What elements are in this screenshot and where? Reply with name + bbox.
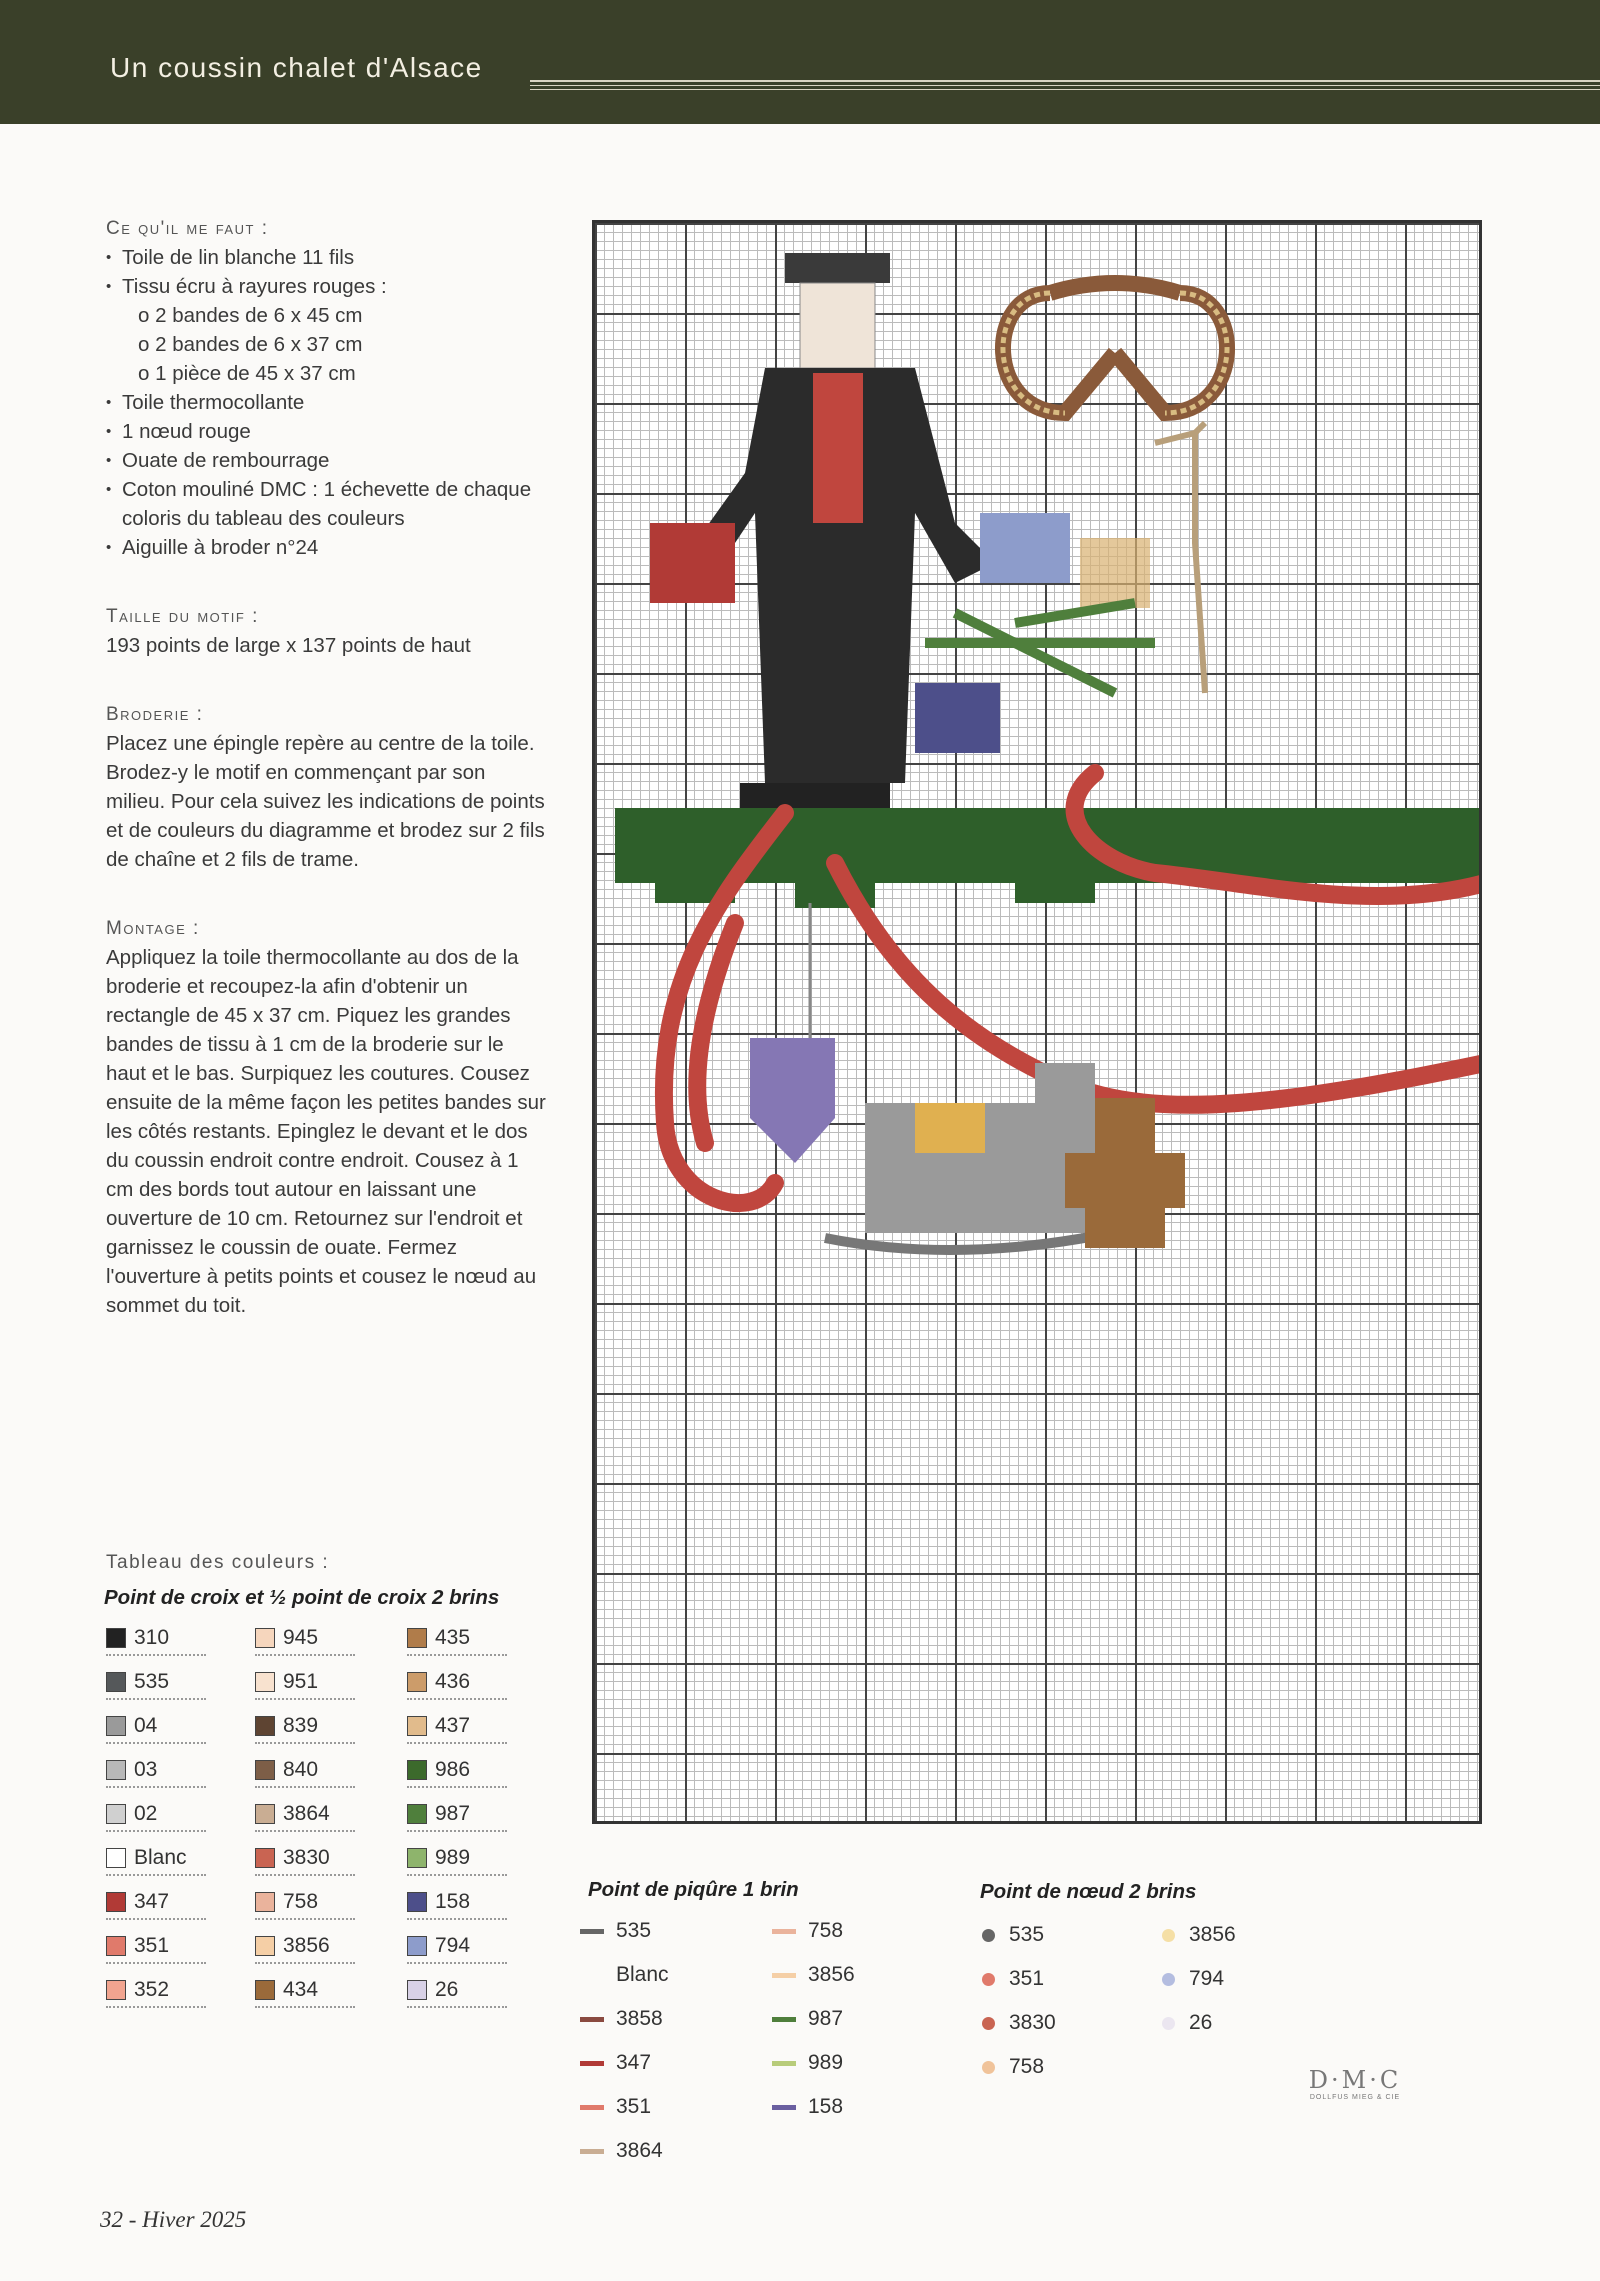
color-code: 435 <box>435 1626 471 1649</box>
backstitch-entry <box>772 2004 843 2034</box>
size-text: 193 points de large x 137 points de haut <box>106 634 471 657</box>
thread-code: 351 <box>616 2095 652 2118</box>
knot-heading: Point de nœud 2 brins <box>980 1880 1197 1903</box>
materials-list <box>106 243 546 562</box>
backstitch-entry <box>580 1960 669 1990</box>
color-swatch <box>407 1628 427 1648</box>
thread-line <box>580 2061 604 2066</box>
color-code: 3830 <box>283 1846 330 1869</box>
thread-line <box>580 2017 604 2022</box>
color-code: 840 <box>283 1758 319 1781</box>
thread-code: 3858 <box>616 2007 663 2030</box>
legend-entry <box>106 1623 206 1653</box>
legend-entry <box>407 1711 507 1741</box>
list-item: • Toile de lin blanche 11 fils <box>106 243 546 272</box>
thread-code: 989 <box>808 2051 844 2074</box>
legend-entry <box>255 1931 355 1961</box>
legend-entry <box>106 1799 206 1829</box>
color-code: 987 <box>435 1802 471 1825</box>
color-swatch <box>255 1716 275 1736</box>
color-code: 03 <box>134 1758 158 1781</box>
knot-code: 535 <box>1009 1923 1045 1946</box>
header-rule <box>530 85 1600 86</box>
color-swatch <box>255 1848 275 1868</box>
thread-code: 158 <box>808 2095 844 2118</box>
color-swatch <box>255 1760 275 1780</box>
thread-line <box>772 2105 796 2110</box>
legend-entry <box>106 1975 206 2005</box>
color-code: 158 <box>435 1890 471 1913</box>
embroidery-text: Placez une épingle repère au centre de la toile. Brodez-y le motif en commençant par son milieu. Pour cela suivez les indications de points et de couleurs du diagramme et brodez sur 2 fils de chaîne et 2 fils de trame. <box>106 732 545 871</box>
pretzel-motif <box>1003 283 1227 413</box>
list-item: • Aiguille à broder n°24 <box>106 533 546 562</box>
legend-entry <box>407 1623 507 1653</box>
thread-line <box>772 1929 796 1934</box>
thread-line <box>772 2017 796 2022</box>
backstitch-entry <box>772 2092 843 2122</box>
backstitch-entry <box>580 1916 651 1946</box>
thread-line <box>580 1929 604 1934</box>
color-swatch <box>407 1848 427 1868</box>
knot-entry <box>1162 2008 1212 2038</box>
color-code: 951 <box>283 1670 319 1693</box>
color-code: 347 <box>134 1890 170 1913</box>
color-code: 839 <box>283 1714 319 1737</box>
knot-entry <box>1162 1964 1224 1994</box>
ladder-motif <box>1155 423 1205 693</box>
list-item: o 1 pièce de 45 x 37 cm <box>138 362 356 385</box>
list-item: • Coton mouliné DMC : 1 échevette de chaque coloris du tableau des couleurs <box>106 475 546 533</box>
color-code: 04 <box>134 1714 158 1737</box>
dmc-logo <box>1290 2066 1420 2101</box>
knot-code: 3856 <box>1189 1923 1236 1946</box>
header-rule <box>530 80 1600 82</box>
knot-code: 758 <box>1009 2055 1045 2078</box>
fabric-sublist <box>122 301 546 388</box>
knot-code: 794 <box>1189 1967 1225 1990</box>
red-bag-motif <box>650 523 735 603</box>
knot-entry <box>982 1964 1044 1994</box>
color-swatch <box>106 1716 126 1736</box>
materials-heading: Ce qu'il me faut : <box>106 218 269 239</box>
color-code: 986 <box>435 1758 471 1781</box>
legend-entry <box>255 1667 355 1697</box>
backstitch-heading: Point de piqûre 1 brin <box>588 1878 799 1901</box>
color-swatch <box>106 1892 126 1912</box>
legend-entry <box>407 1667 507 1697</box>
knot-dot <box>1162 1973 1175 1986</box>
color-swatch <box>407 1716 427 1736</box>
color-code: 535 <box>134 1670 170 1693</box>
page-title: Un coussin chalet d'Alsace <box>110 52 483 83</box>
legend-entry <box>106 1931 206 1961</box>
legend-entry <box>407 1799 507 1829</box>
legend-entry <box>255 1843 355 1873</box>
list-item: • Toile thermocollante <box>106 388 546 417</box>
assembly-heading: Montage : <box>106 918 200 939</box>
thread-line <box>772 1973 796 1978</box>
knot-dot <box>982 2061 995 2074</box>
color-swatch <box>407 1980 427 2000</box>
list-item: • 1 nœud rouge <box>106 417 546 446</box>
knot-dot <box>982 1973 995 1986</box>
color-code: 437 <box>435 1714 471 1737</box>
embroidery-heading: Broderie : <box>106 704 204 725</box>
knot-entry <box>982 2008 1056 2038</box>
thread-code: Blanc <box>616 1963 669 1986</box>
knot-dot <box>1162 2017 1175 2030</box>
color-swatch <box>407 1804 427 1824</box>
color-swatch <box>407 1892 427 1912</box>
instructions-column <box>106 214 546 1320</box>
dmc-tagline: DOLLFUS MIEG & CIE <box>1309 2094 1401 2101</box>
thread-line <box>772 2061 796 2066</box>
header-rule <box>530 89 1600 90</box>
color-code: 436 <box>435 1670 471 1693</box>
color-swatch <box>106 1628 126 1648</box>
page-footer: 32 - Hiver 2025 <box>100 2207 247 2232</box>
knot-dot <box>982 2017 995 2030</box>
color-swatch <box>255 1672 275 1692</box>
list-item: o 2 bandes de 6 x 45 cm <box>138 304 363 327</box>
color-code: 3864 <box>283 1802 330 1825</box>
thread-code: 987 <box>808 2007 844 2030</box>
legend-entry <box>255 1755 355 1785</box>
color-swatch <box>255 1980 275 2000</box>
legend-entry <box>407 1755 507 1785</box>
legend-entry <box>106 1711 206 1741</box>
color-code: 351 <box>134 1934 170 1957</box>
legend-entry <box>106 1667 206 1697</box>
thread-line <box>580 2105 604 2110</box>
chart-motifs <box>595 223 1482 1824</box>
color-code: 02 <box>134 1802 158 1825</box>
size-heading: Taille du motif : <box>106 606 259 627</box>
assembly-text: Appliquez la toile thermocollante au dos de la broderie et recoupez-la afin d'obtenir un rectangle de 45 x 37 cm. Piquez les grandes bandes de tissu à 1 cm de la broderie sur le haut et le bas. Surpiquez les coutures. Cousez ensuite de la même façon les petites bandes sur les côtés restants. Epinglez le devant et le dos du coussin endroit contre endroit. Cousez à 1 cm des bords tout autour en laissant une ouverture de 10 cm. Retournez sur l'endroit et garnissez le coussin de ouate. Fermez l'ouverture à petits points et cousez le nœud au sommet du toit. <box>106 946 546 1317</box>
legend-entry <box>407 1887 507 1917</box>
color-code: 794 <box>435 1934 471 1957</box>
legend-entry <box>407 1843 507 1873</box>
thread-code: 535 <box>616 1919 652 1942</box>
legend-entry <box>407 1975 507 2005</box>
backstitch-entry <box>772 1916 843 1946</box>
legend-entry <box>407 1931 507 1961</box>
backstitch-entry <box>580 2004 663 2034</box>
legend-entry <box>106 1843 206 1873</box>
backstitch-entry <box>580 2048 651 2078</box>
backstitch-entry <box>580 2136 663 2166</box>
heart-motif <box>750 1038 835 1163</box>
knot-code: 26 <box>1189 2011 1213 2034</box>
color-code: 352 <box>134 1978 170 2001</box>
backstitch-entry <box>772 2048 843 2078</box>
color-swatch <box>106 1848 126 1868</box>
legend-entry <box>255 1711 355 1741</box>
backstitch-entry <box>772 1960 855 1990</box>
knot-dot <box>1162 1929 1175 1942</box>
thread-line <box>580 1973 604 1978</box>
color-code: 434 <box>283 1978 319 2001</box>
legend-entry <box>255 1975 355 2005</box>
color-swatch <box>106 1936 126 1956</box>
thread-code: 3864 <box>616 2139 663 2162</box>
list-item: • Ouate de rembourrage <box>106 446 546 475</box>
thread-line <box>580 2149 604 2154</box>
knot-entry <box>1162 1920 1236 1950</box>
knot-entry <box>982 1920 1044 1950</box>
thread-code: 758 <box>808 1919 844 1942</box>
color-code: 3856 <box>283 1934 330 1957</box>
legend-entry <box>255 1887 355 1917</box>
knot-code: 3830 <box>1009 2011 1056 2034</box>
color-swatch <box>255 1892 275 1912</box>
color-code: 945 <box>283 1626 319 1649</box>
list-item <box>106 272 546 388</box>
legend-entry <box>106 1887 206 1917</box>
thread-code: 347 <box>616 2051 652 2074</box>
cross-stitch-heading: Point de croix et ½ point de croix 2 brins <box>104 1586 500 1609</box>
color-code: 758 <box>283 1890 319 1913</box>
color-swatch <box>106 1804 126 1824</box>
color-code: 989 <box>435 1846 471 1869</box>
legend-title: Tableau des couleurs : <box>106 1552 330 1573</box>
backstitch-entry <box>580 2092 651 2122</box>
knot-code: 351 <box>1009 1967 1045 1990</box>
legend-entry <box>255 1799 355 1829</box>
page-header <box>0 0 1600 124</box>
dmc-logo-text: D·M·C <box>1308 2066 1402 2094</box>
color-swatch <box>106 1760 126 1780</box>
color-swatch <box>255 1804 275 1824</box>
knot-entry <box>982 2052 1044 2082</box>
color-swatch <box>407 1760 427 1780</box>
color-swatch <box>106 1980 126 2000</box>
list-item: o 2 bandes de 6 x 37 cm <box>138 333 363 356</box>
thread-code: 3856 <box>808 1963 855 1986</box>
color-code: 310 <box>134 1626 170 1649</box>
color-code: 26 <box>435 1978 459 2001</box>
list-item-label: Tissu écru à rayures rouges : <box>122 275 387 298</box>
color-swatch <box>407 1936 427 1956</box>
color-swatch <box>255 1628 275 1648</box>
cross-stitch-chart <box>592 220 1482 1824</box>
legend-entry <box>255 1623 355 1653</box>
color-code: Blanc <box>134 1846 187 1869</box>
legend-entry <box>106 1755 206 1785</box>
color-swatch <box>407 1672 427 1692</box>
color-swatch <box>106 1672 126 1692</box>
color-swatch <box>255 1936 275 1956</box>
knot-dot <box>982 1929 995 1942</box>
